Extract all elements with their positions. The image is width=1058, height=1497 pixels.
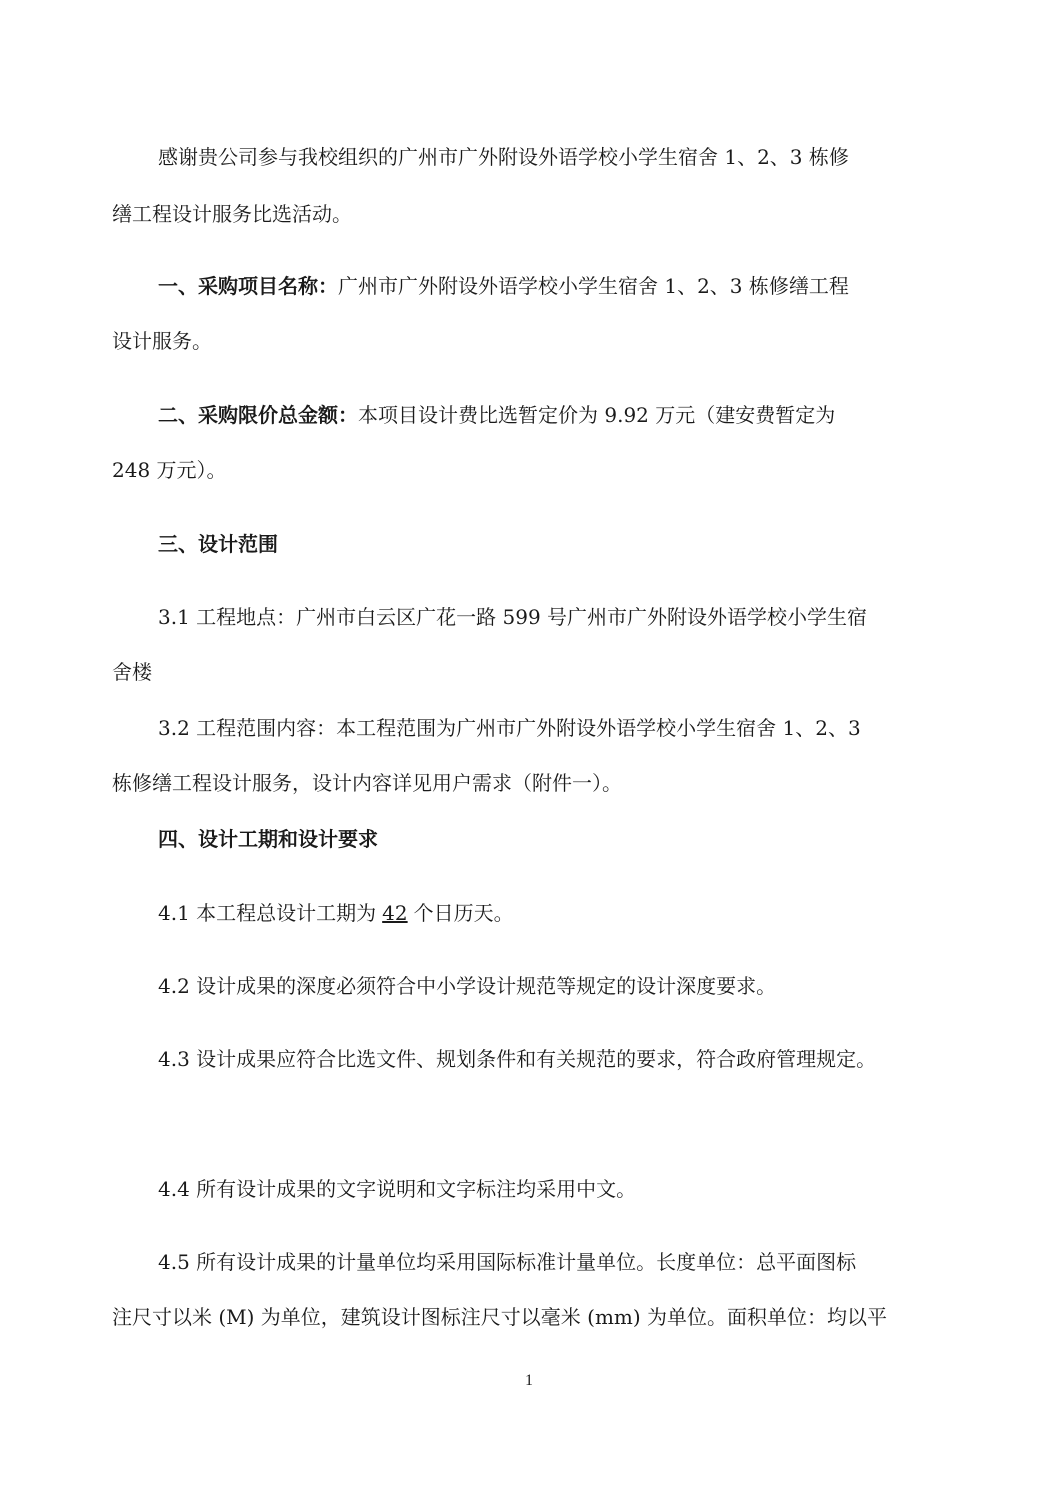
section-3-heading: 三、设计范围 bbox=[158, 532, 278, 556]
section-1-line-2: 设计服务。 bbox=[112, 329, 212, 353]
item-4-1 bbox=[158, 899, 514, 927]
intro-line-2: 缮工程设计服务比选活动。 bbox=[112, 202, 352, 226]
item-4-5-line-1: 4.5 所有设计成果的计量单位均采用国际标准计量单位。长度单位：总平面图标 bbox=[158, 1250, 857, 1274]
item-4-1-suffix: 个日历天。 bbox=[413, 901, 514, 925]
section-1-text: 广州市广外附设外语学校小学生宿舍 1、2、3 栋修缮工程 bbox=[338, 274, 849, 298]
section-1-heading: 一、采购项目名称： bbox=[158, 274, 338, 298]
item-4-5-line-2: 注尺寸以米 (M) 为单位，建筑设计图标注尺寸以毫米 (mm) 为单位。面积单位：均以平 bbox=[112, 1305, 888, 1329]
section-2-heading: 二、采购限价总金额： bbox=[158, 403, 358, 427]
item-4-2: 4.2 设计成果的深度必须符合中小学设计规范等规定的设计深度要求。 bbox=[158, 974, 777, 998]
item-3-1-line-2: 舍楼 bbox=[112, 660, 152, 684]
intro-line-1: 感谢贵公司参与我校组织的广州市广外附设外语学校小学生宿舍 1、2、3 栋修 bbox=[158, 145, 849, 169]
item-4-3: 4.3 设计成果应符合比选文件、规划条件和有关规范的要求，符合政府管理规定。 bbox=[158, 1047, 877, 1071]
section-2-line-2: 248 万元）。 bbox=[112, 458, 227, 482]
section-2-text: 本项目设计费比选暂定价为 9.92 万元（建安费暂定为 bbox=[358, 403, 836, 427]
section-2-line-1 bbox=[158, 401, 835, 429]
item-3-2-line-2: 栋修缮工程设计服务，设计内容详见用户需求（附件一）。 bbox=[112, 771, 622, 795]
item-4-4: 4.4 所有设计成果的文字说明和文字标注均采用中文。 bbox=[158, 1177, 637, 1201]
page-number: 1 bbox=[525, 1372, 533, 1389]
item-4-1-prefix: 4.1 本工程总设计工期为 bbox=[158, 901, 377, 925]
section-1-line-1 bbox=[158, 272, 849, 300]
item-3-2-line-1: 3.2 工程范围内容：本工程范围为广州市广外附设外语学校小学生宿舍 1、2、3 bbox=[158, 716, 861, 740]
section-4-heading: 四、设计工期和设计要求 bbox=[158, 827, 378, 851]
design-period-days: 42 bbox=[382, 901, 408, 925]
item-3-1-line-1: 3.1 工程地点：广州市白云区广花一路 599 号广州市广外附设外语学校小学生宿 bbox=[158, 605, 868, 629]
